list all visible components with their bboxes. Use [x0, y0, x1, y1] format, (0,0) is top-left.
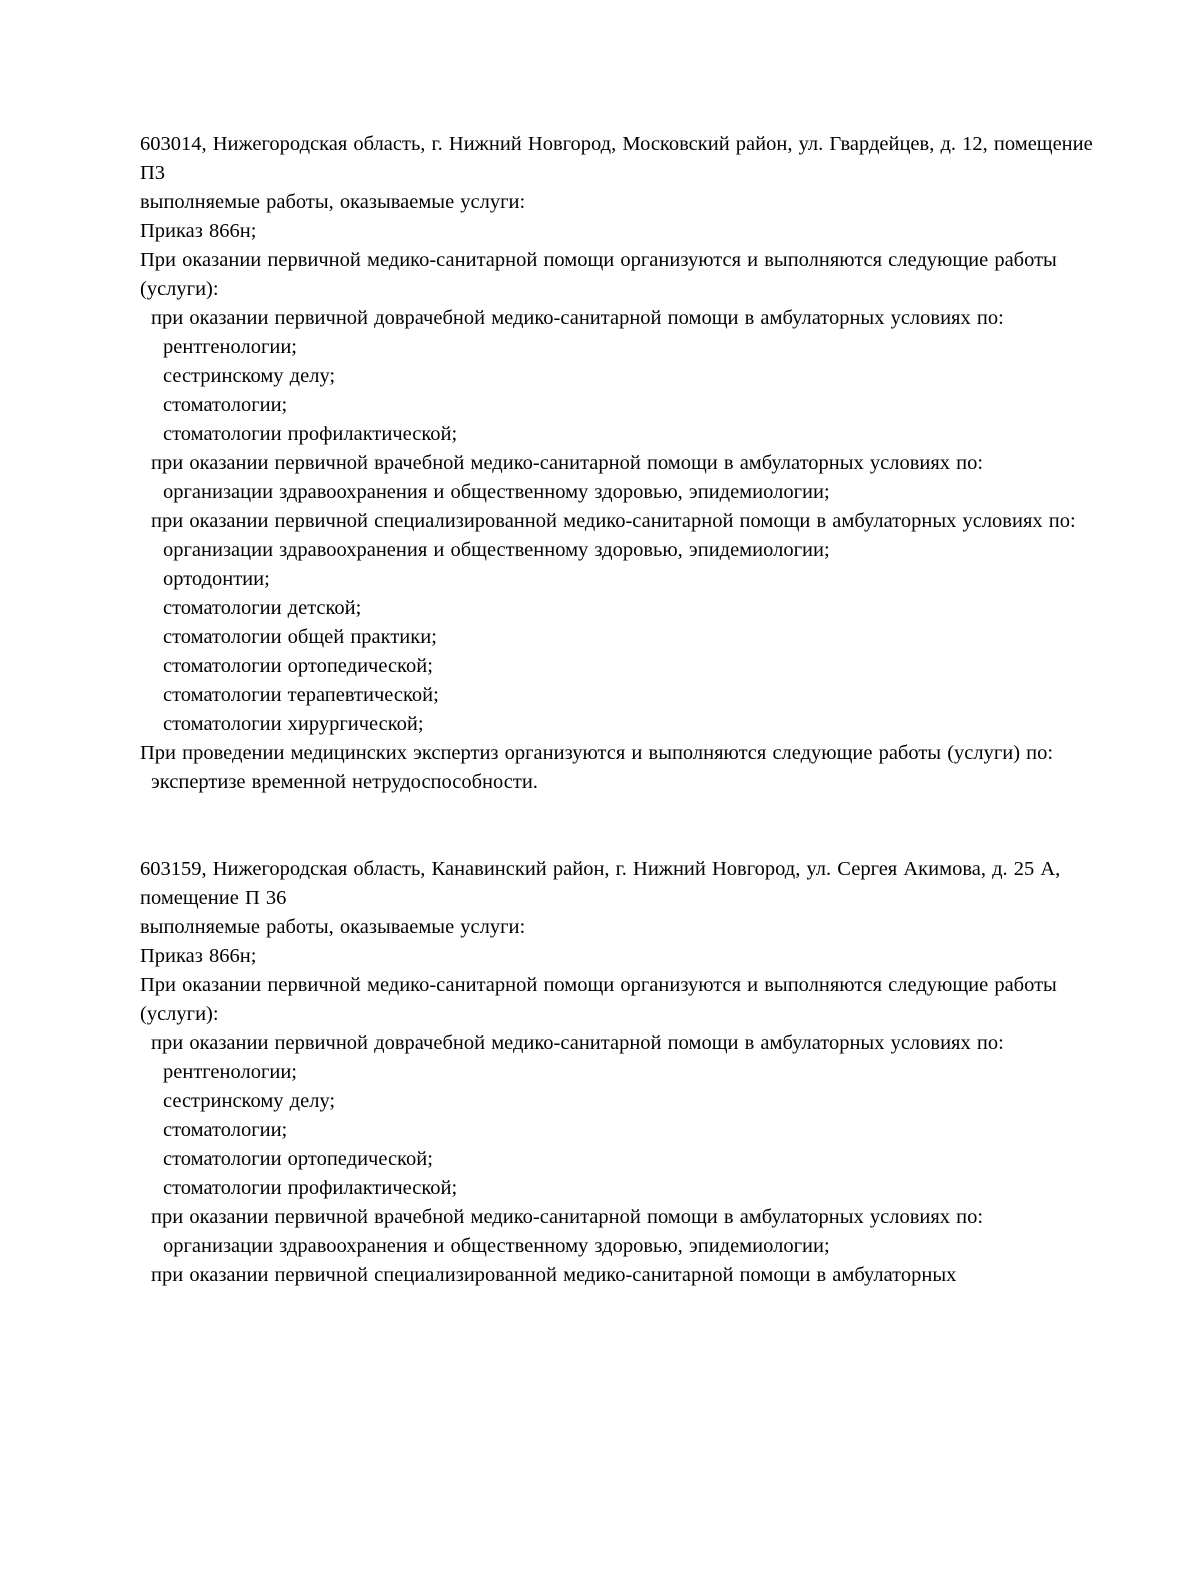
document-line: организации здравоохранения и общественному здоровью, эпидемиологии; — [163, 539, 830, 561]
document-line: при оказании первичной доврачебной медико-санитарной помощи в амбулаторных условиях по: — [151, 307, 1004, 329]
document-block — [140, 130, 1115, 797]
document-line: При проведении медицинских экспертиз организуются и выполняются следующие работы (услуги) по: — [140, 742, 1054, 764]
document-line: стоматологии профилактической; — [163, 1177, 458, 1199]
document-line: стоматологии; — [163, 394, 288, 416]
document-line: стоматологии детской; — [163, 597, 362, 619]
document-line: организации здравоохранения и общественному здоровью, эпидемиологии; — [163, 1235, 830, 1257]
document-line: рентгенологии; — [163, 336, 297, 358]
document-line: экспертизе временной нетрудоспособности. — [151, 771, 538, 793]
document-body — [140, 130, 1115, 1348]
document-line: сестринскому делу; — [163, 1090, 336, 1112]
document-line: при оказании первичной доврачебной медико-санитарной помощи в амбулаторных условиях по: — [151, 1032, 1004, 1054]
document-line: выполняемые работы, оказываемые услуги: — [140, 191, 526, 213]
document-line: при оказании первичной врачебной медико-санитарной помощи в амбулаторных условиях по: — [151, 452, 984, 474]
document-line: стоматологии терапевтической; — [163, 684, 439, 706]
document-line: выполняемые работы, оказываемые услуги: — [140, 916, 526, 938]
document-line: организации здравоохранения и общественному здоровью, эпидемиологии; — [163, 481, 830, 503]
document-line: стоматологии ортопедической; — [163, 655, 433, 677]
document-line: стоматологии; — [163, 1119, 288, 1141]
document-line: При оказании первичной медико-санитарной помощи организуются и выполняются следующие работы (услуги): — [140, 249, 1057, 300]
document-line: Приказ 866н; — [140, 220, 257, 242]
document-line: ортодонтии; — [163, 568, 270, 590]
document-line: стоматологии ортопедической; — [163, 1148, 433, 1170]
document-line: при оказании первичной врачебной медико-санитарной помощи в амбулаторных условиях по: — [151, 1206, 984, 1228]
document-line: При оказании первичной медико-санитарной помощи организуются и выполняются следующие работы (услуги): — [140, 974, 1057, 1025]
document-line: Приказ 866н; — [140, 945, 257, 967]
document-line: стоматологии хирургической; — [163, 713, 424, 735]
document-line: стоматологии общей практики; — [163, 626, 437, 648]
document-line: при оказании первичной специализированной медико-санитарной помощи в амбулаторных — [151, 1264, 957, 1286]
document-line: 603159, Нижегородская область, Канавинский район, г. Нижний Новгород, ул. Сергея Акимова, д. 25 А, помещение П 36 — [140, 858, 1061, 909]
document-block — [140, 855, 1115, 1290]
document-line: стоматологии профилактической; — [163, 423, 458, 445]
document-line: 603014, Нижегородская область, г. Нижний Новгород, Московский район, ул. Гвардейцев, д. 12, помещение П3 — [140, 133, 1093, 184]
document-line: при оказании первичной специализированной медико-санитарной помощи в амбулаторных условиях по: — [151, 510, 1076, 532]
document-line: сестринскому делу; — [163, 365, 336, 387]
document-line: рентгенологии; — [163, 1061, 297, 1083]
